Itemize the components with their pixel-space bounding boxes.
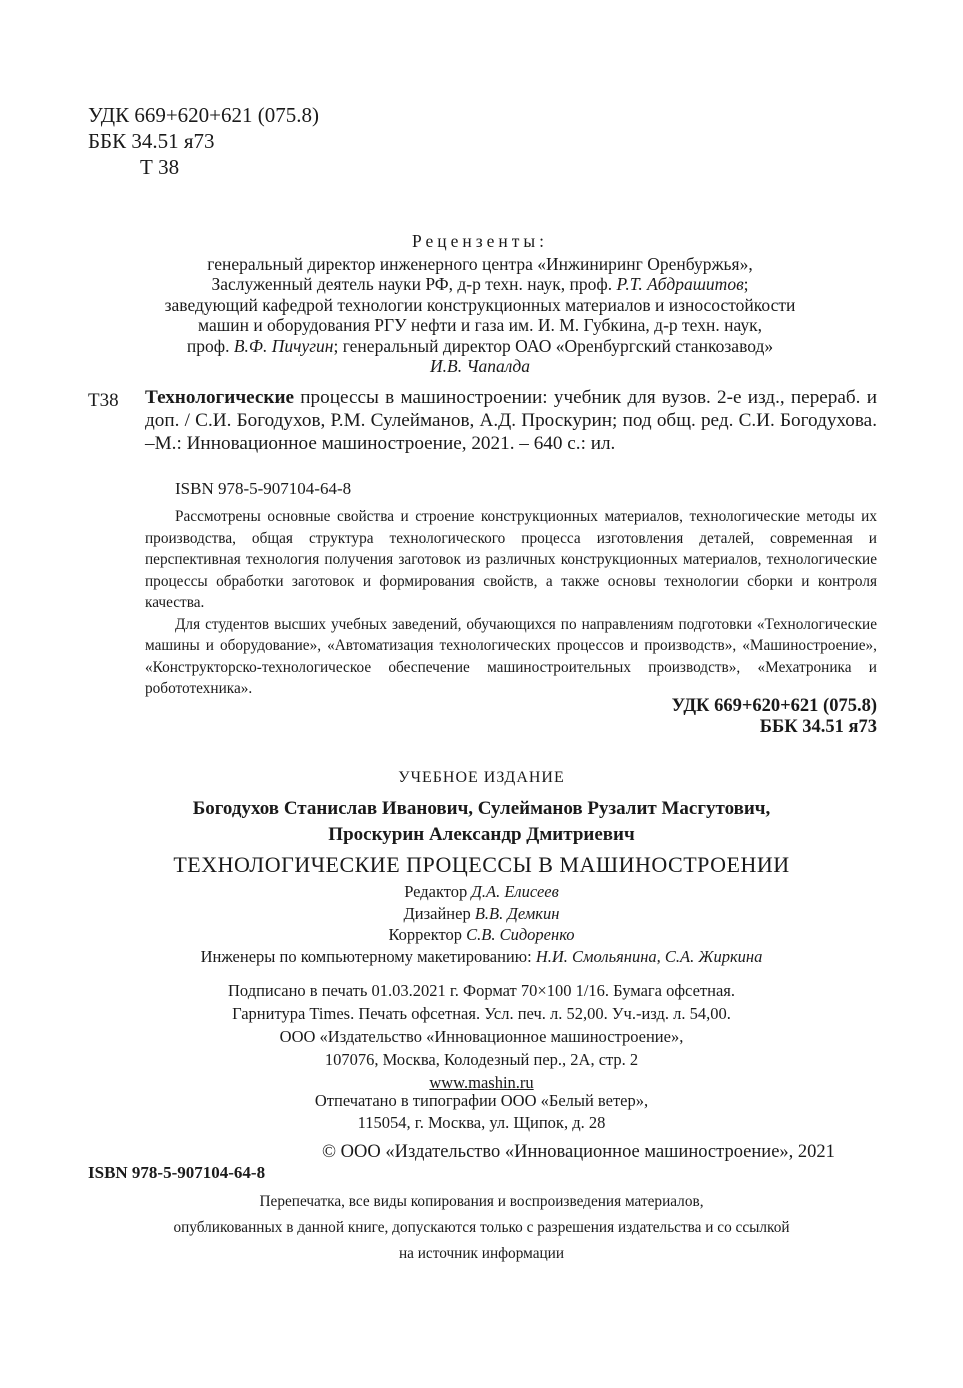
udk-code-bottom: УДК 669+620+621 (075.8) bbox=[671, 696, 877, 716]
reviewer-line-4: машин и оборудования РГУ нефти и газа им. И. М. Губкина, д-р техн. наук, bbox=[198, 315, 762, 335]
printer-line-2: 115054, г. Москва, ул. Щипок, д. 28 bbox=[357, 1113, 606, 1132]
authors bbox=[0, 796, 963, 848]
reprint-notice bbox=[0, 1189, 963, 1267]
punct: ; bbox=[743, 274, 749, 294]
notice-line-1: Перепечатка, все виды копирования и воспроизведения материалов, bbox=[259, 1193, 704, 1210]
bbk-code-bottom: ББК 34.51 я73 bbox=[759, 717, 877, 737]
reviewer-text: Заслуженный деятель науки РФ, д-р техн. наук, проф. bbox=[211, 274, 613, 294]
credit-layout bbox=[0, 946, 963, 968]
print-info bbox=[0, 979, 963, 1094]
notice-line-3: на источник информации bbox=[398, 1245, 565, 1262]
authors-line-1: Богодухов Станислав Иванович, Сулейманов Рузалит Масгутович, bbox=[192, 798, 771, 819]
print-line-2: Гарнитура Times. Печать офсетная. Усл. печ. л. 52,00. Уч.-изд. л. 54,00. bbox=[232, 1004, 731, 1023]
book-title: ТЕХНОЛОГИЧЕСКИЕ ПРОЦЕССЫ В МАШИНОСТРОЕНИИ bbox=[173, 852, 790, 877]
printer-line-1: Отпечатано в типографии ООО «Белый ветер», bbox=[314, 1091, 649, 1110]
annotation-paragraph-1: Рассмотрены основные свойства и строение конструкционных материалов, технологические методы их производства, общая структура технологического процесса изготовления деталей, современная и перспективная технология получения заготовок из различных конструкционных материалов, технологические процессы обработки заготовок и формирования свойств, а также основы технологии сборки и контроля качества. bbox=[145, 508, 877, 611]
reviewer-name: В.Ф. Пичугин bbox=[233, 335, 334, 356]
isbn-line: ISBN 978-5-907104-64-8 bbox=[175, 479, 352, 498]
bib-text: процессы в машиностроении: учебник для вузов. 2-е изд., перераб. и доп. / С.И. Богодухов, Р.М. Сулейманов, А.Д. Проскурин; под общ. ред. С.И. Богодухова. –М.: Инновационное машиностроение, 2021. – 640 с.: ил. bbox=[145, 387, 877, 454]
reviewer-line-3: заведующий кафедрой технологии конструкционных материалов и износостойкости bbox=[164, 294, 796, 315]
credits bbox=[0, 881, 963, 967]
header-codes bbox=[88, 102, 319, 180]
copyright-notice: © ООО «Издательство «Инновационное машиностроение», 2021 bbox=[322, 1142, 835, 1162]
reviewers-block bbox=[100, 231, 860, 377]
publisher-url-link[interactable]: www.mashin.ru bbox=[429, 1073, 534, 1092]
author-mark: Т 38 bbox=[140, 155, 180, 179]
reviewer-line-6 bbox=[100, 356, 860, 377]
credit-name: В.В. Демкин bbox=[474, 903, 560, 923]
classification-block bbox=[672, 696, 877, 738]
isbn-footer: ISBN 978-5-907104-64-8 bbox=[88, 1163, 266, 1182]
bib-title-word: Технологические bbox=[145, 387, 295, 408]
reviewer-line-2 bbox=[100, 274, 860, 295]
credit-label: Дизайнер bbox=[403, 903, 471, 923]
bib-label: Т38 bbox=[88, 390, 119, 411]
reviewer-text: проф. bbox=[186, 335, 230, 356]
bibliographic-record bbox=[145, 386, 877, 455]
print-line-4: 107076, Москва, Колодезный пер., 2А, стр. 2 bbox=[324, 1050, 639, 1069]
credit-name: Н.И. Смольянина, С.А. Жиркина bbox=[535, 946, 763, 966]
credit-designer bbox=[0, 903, 963, 925]
reviewer-line-1: генеральный директор инженерного центра «Инжиниринг Оренбуржья», bbox=[207, 253, 753, 274]
reviewer-name: И.В. Чапалда bbox=[430, 356, 530, 376]
printer-info bbox=[0, 1090, 963, 1134]
udk-code: УДК 669+620+621 (075.8) bbox=[88, 103, 319, 127]
reviewer-line-5 bbox=[100, 336, 860, 357]
credit-editor bbox=[0, 881, 963, 903]
notice-line-2: опубликованных в данной книге, допускаются только с разрешения издательства и со ссылкой bbox=[173, 1219, 790, 1236]
reviewers-heading: Рецензенты: bbox=[411, 231, 549, 251]
bbk-code: ББК 34.51 я73 bbox=[88, 129, 215, 153]
credit-corrector bbox=[0, 924, 963, 946]
authors-line-2: Проскурин Александр Дмитриевич bbox=[328, 824, 635, 845]
print-line-3: ООО «Издательство «Инновационное машиностроение», bbox=[279, 1027, 684, 1046]
annotation-paragraph-2: Для студентов высших учебных заведений, обучающихся по направлениям подготовки «Технологические машины и оборудование», «Автоматизация технологических процессов и производств», «Машиностроение», «Конструкторско-технологическое обеспечение машиностроительных производств», «Мехатроника и робототехника». bbox=[145, 615, 877, 697]
credit-name: Д.А. Елисеев bbox=[471, 882, 559, 901]
credit-name: С.В. Сидоренко bbox=[466, 925, 575, 944]
edition-type: УЧЕБНОЕ ИЗДАНИЕ bbox=[398, 769, 565, 786]
credit-label: Корректор bbox=[388, 925, 462, 944]
credit-label: Инженеры по компьютерному макетированию: bbox=[200, 946, 532, 966]
reviewer-name: Р.Т. Абдрашитов bbox=[616, 274, 744, 294]
annotation bbox=[145, 506, 877, 700]
print-line-1: Подписано в печать 01.03.2021 г. Формат 70×100 1/16. Бумага офсетная. bbox=[228, 981, 735, 1000]
credit-label: Редактор bbox=[404, 882, 468, 901]
reviewer-text: ; генеральный директор ОАО «Оренбургский станкозавод» bbox=[333, 335, 774, 356]
